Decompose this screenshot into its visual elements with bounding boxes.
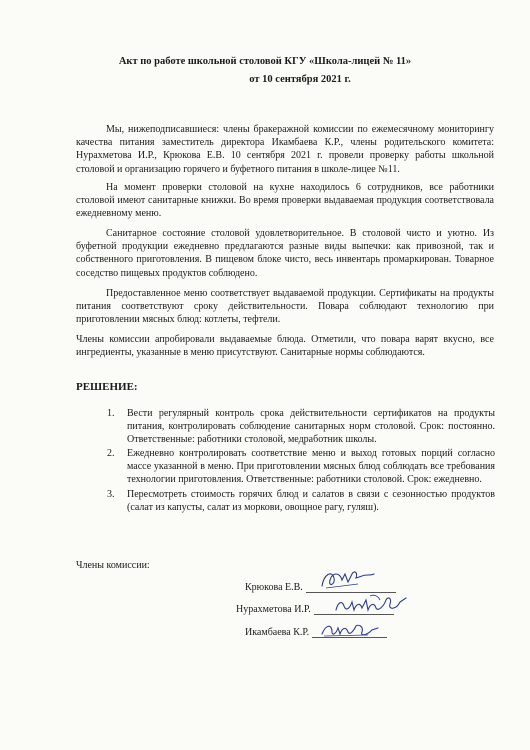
paragraph-tasting: [76, 333, 494, 359]
signature-scribble: [318, 566, 380, 592]
signature-scribble: [330, 592, 410, 618]
paragraph-intro: [76, 123, 494, 176]
decision-heading: РЕШЕНИЕ:: [76, 381, 138, 393]
document-date: от 10 сентября 2021 г.: [249, 74, 351, 85]
paragraph-text: Санитарное состояние столовой удовлетворительное. В столовой чисто и уютно. Из буфетной продукции ежедневно предлагаются разные виды выпечки: как привозной, так и собственного приготовления. В пищевом блоке чисто, весь инвентарь промаркирован. Товарное соседство пищевых продуктов соблюдено.: [76, 228, 494, 279]
document-title: Акт по работе школьной столовой КГУ «Школа-лицей № 11»: [118, 56, 412, 67]
decision-text: Вести регулярный контроль срока действительности сертификатов на продукты питания, контролировать соблюдение санитарных норм столовой. Срок: постоянно. Ответственные: работники столовой, медработник школы.: [127, 408, 495, 445]
paragraph-text: Члены комиссии апробировали выдаваемые блюда. Отметили, что повара варят вкусно, все ингредиенты, указанные в меню присутствуют. Санитарные нормы соблюдаются.: [76, 334, 494, 359]
paragraph-text: Предоставленное меню соответствует выдаваемой продукции. Сертификаты на продукты питания соответствуют сроку действительности. Повара соблюдают технологию при приготовлении мясных блюд: котлеты, тефтели.: [76, 288, 494, 326]
paragraph-text: На момент проверки столовой на кухне находилось 6 сотрудников, все работники столовой имеют санитарные книжки. Во время проверки выдаваемая продукция соответствовала ежедневному меню.: [76, 182, 494, 220]
decision-number: 1.: [107, 408, 115, 419]
paragraph-text: Мы, нижеподписавшиеся: члены бракеражной комиссии по ежемесячному мониторингу качества питания заместитель директора Икамбаева К.Р., члены родительского комитета: Нурахметова И.Р., Крюкова Е.В. 10 сентября 2021 г. провели проверку работы школьной столовой и организацию горячего и буфетного питания в школе-лицее №11.: [76, 124, 494, 175]
members-label: Члены комиссии:: [76, 560, 150, 571]
paragraph-menu: [76, 287, 494, 327]
decision-item: [107, 489, 495, 515]
member-name: Нурахметова И.Р.: [236, 604, 311, 615]
decision-item: [107, 448, 495, 486]
decision-number: 3.: [107, 488, 115, 500]
signature-scribble: [318, 618, 382, 640]
decision-number: 2.: [107, 448, 115, 460]
paragraph-staff: [76, 181, 494, 221]
decision-list: [107, 408, 495, 516]
decision-text: Пересмотреть стоимость горячих блюд и салатов в связи с сезонностью продуктов (салат из капусты, салат из моркови, овощное рагу, гуляш).: [127, 488, 495, 513]
decision-item: [107, 408, 495, 446]
decision-text: Ежедневно контролировать соответствие меню и выход готовых порций согласно массе указанной в меню. При приготовлении мясных блюд соблюдать все требования технологии приготовления. Ответственные: работники столовой. Срок: ежедневно.: [127, 448, 495, 485]
paragraph-sanitary: [76, 227, 494, 280]
member-name: Икамбаева К.Р.: [245, 627, 310, 638]
member-name: Крюкова Е.В.: [245, 582, 303, 593]
